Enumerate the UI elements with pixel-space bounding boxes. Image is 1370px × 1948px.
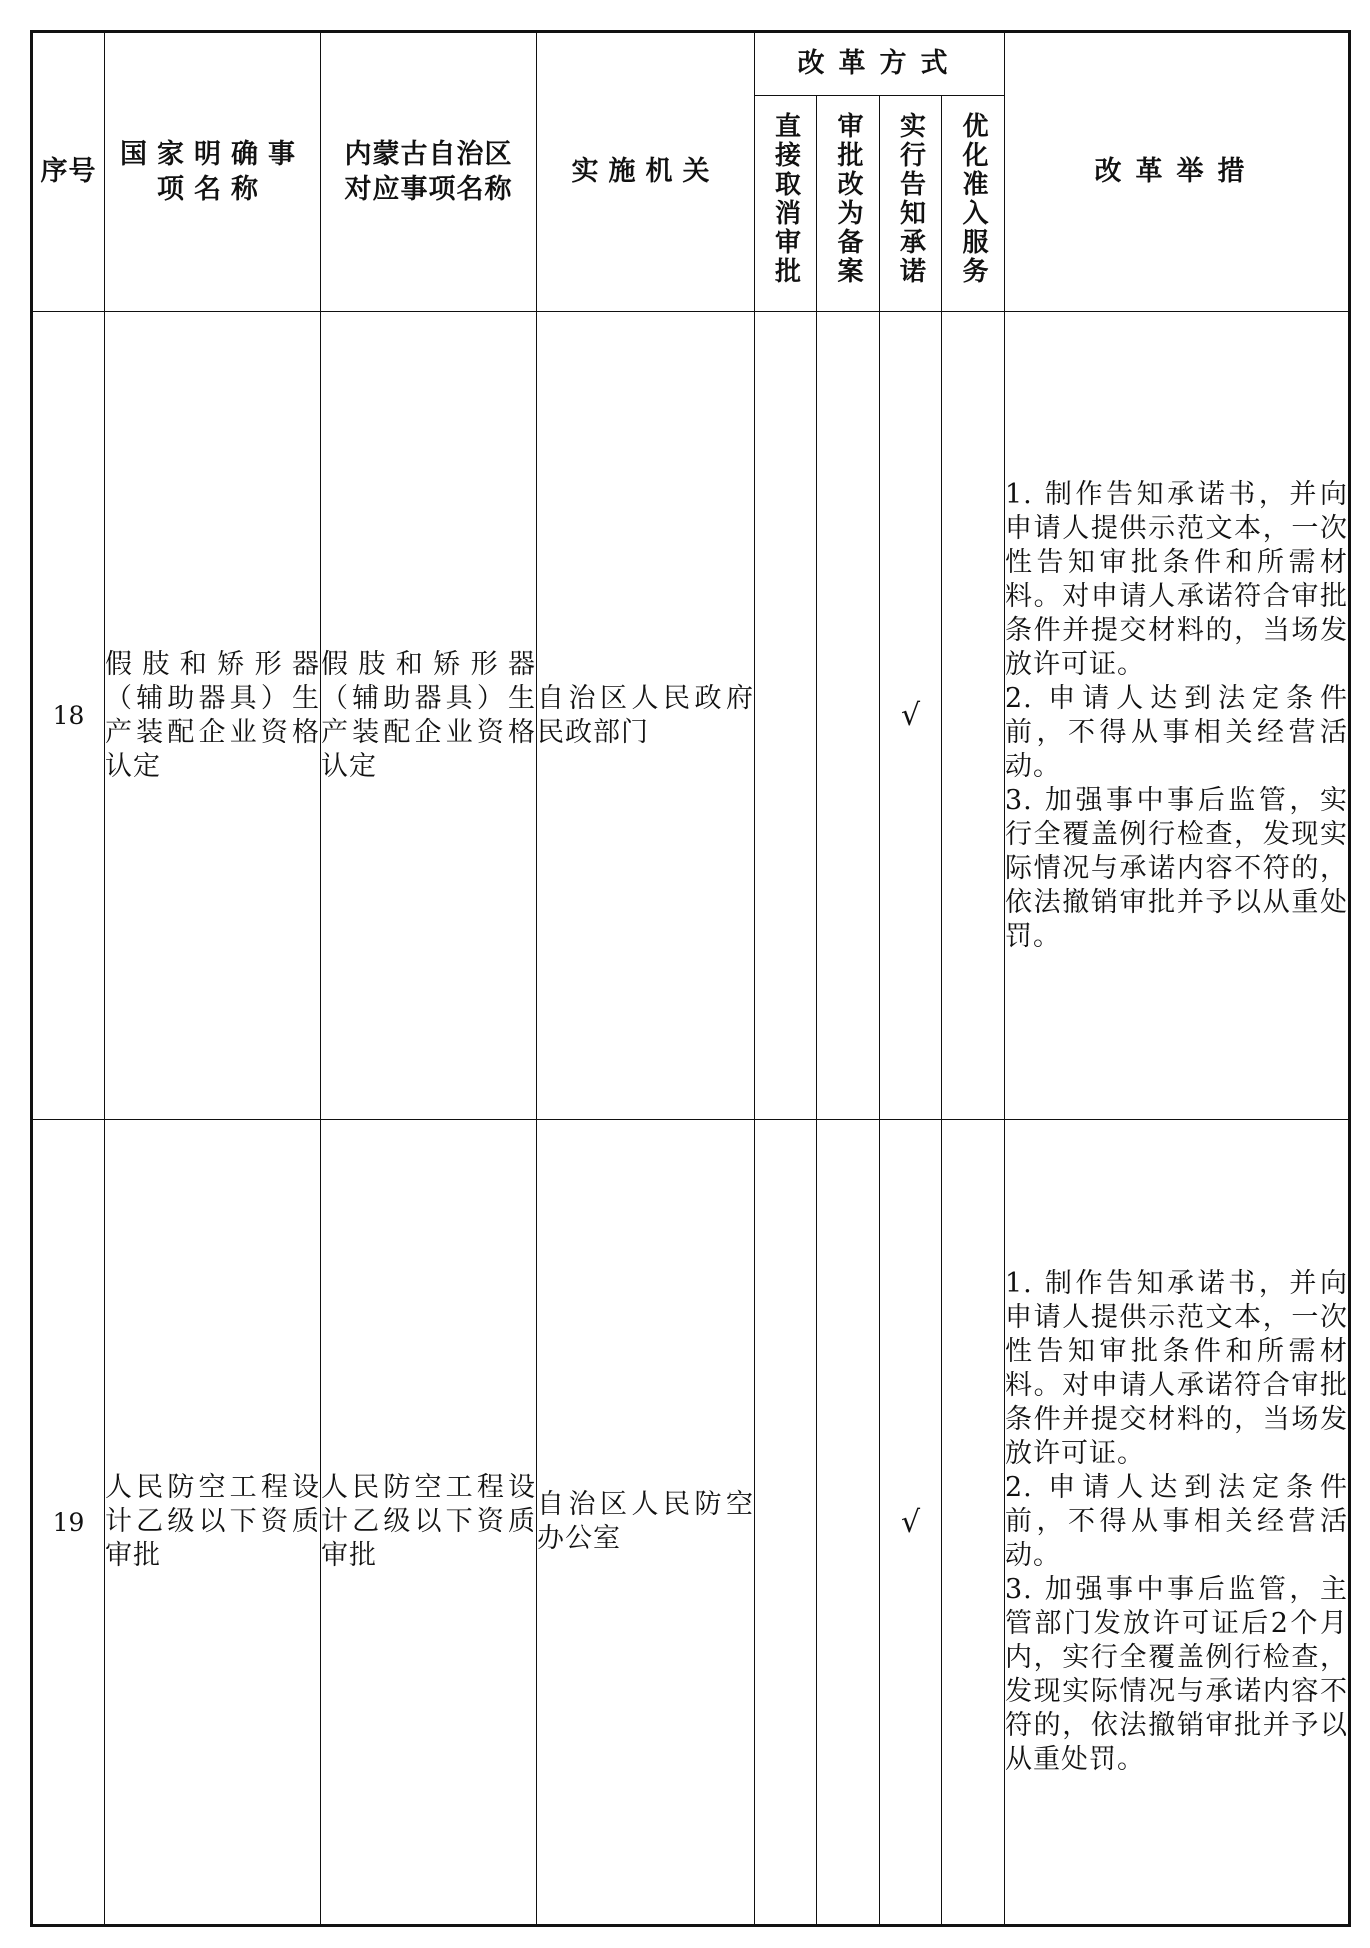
table-body: [32, 312, 1350, 1926]
header-reform-mode: 改革方式: [755, 32, 1005, 96]
header-mode-cancel-text: 直接取消审批: [770, 111, 801, 286]
measure-item: 1. 制作告知承诺书，并向申请人提供示范文本，一次性告知审批条件和所需材料。对申请人承诺符合审批条件并提交材料的，当场发放许可证。: [1005, 478, 1348, 680]
header-mode-filing: [817, 96, 880, 312]
table-row: [32, 1120, 1350, 1926]
table-header: [32, 32, 1350, 312]
row-measures: [1005, 312, 1350, 1120]
header-seq: 序号: [32, 32, 105, 312]
row-mode-filing: [817, 312, 880, 1120]
row-mode-optimize: [942, 1120, 1005, 1926]
header-measures: 改革举措: [1005, 32, 1350, 312]
row-mode-notify-check: √: [880, 312, 942, 1120]
table-row: [32, 312, 1350, 1120]
header-mode-optimize-text: 优化准入服务: [958, 111, 988, 286]
header-mode-filing-text: 审批改为备案: [833, 111, 863, 286]
row-seq: 19: [32, 1120, 105, 1926]
header-authority: 实施机关: [537, 32, 755, 312]
header-mode-notify-text: 实行告知承诺: [895, 111, 926, 286]
row-nm-item: 假肢和矫形器（辅助器具）生产装配企业资格认定: [321, 312, 537, 1120]
row-nm-item: 人民防空工程设计乙级以下资质审批: [321, 1120, 537, 1926]
header-nm-item: 内蒙古自治区对应事项名称: [321, 32, 537, 312]
row-mode-cancel: [755, 312, 817, 1120]
row-mode-cancel: [755, 1120, 817, 1926]
row-authority: 自治区人民政府民政部门: [537, 312, 755, 1120]
header-national-item: 国家明确事项名称: [105, 32, 321, 312]
measure-item: 3. 加强事中事后监管，主管部门发放许可证后2个月内，实行全覆盖例行检查，发现实际情况与承诺内容不符的，依法撤销审批并予以从重处罚。: [1005, 1574, 1348, 1775]
row-mode-notify-check: √: [880, 1120, 942, 1926]
row-authority: 自治区人民防空办公室: [537, 1120, 755, 1926]
measure-item: 1. 制作告知承诺书，并向申请人提供示范文本，一次性告知审批条件和所需材料。对申请人承诺符合审批条件并提交材料的，当场发放许可证。: [1005, 1268, 1348, 1469]
row-national-item: 人民防空工程设计乙级以下资质审批: [105, 1120, 321, 1926]
measure-item: 3. 加强事中事后监管，实行全覆盖例行检查，发现实际情况与承诺内容不符的，依法撤销审批并予以从重处罚。: [1005, 784, 1348, 952]
row-mode-filing: [817, 1120, 880, 1926]
header-mode-notify: [880, 96, 942, 312]
measure-item: 2. 申请人达到法定条件前，不得从事相关经营活动。: [1005, 682, 1348, 782]
row-measures: [1005, 1120, 1350, 1926]
header-mode-optimize: [942, 96, 1005, 312]
row-seq: 18: [32, 312, 105, 1120]
row-national-item: 假肢和矫形器（辅助器具）生产装配企业资格认定: [105, 312, 321, 1120]
row-mode-optimize: [942, 312, 1005, 1120]
reform-table: [30, 30, 1351, 1927]
measure-item: 2. 申请人达到法定条件前，不得从事相关经营活动。: [1005, 1472, 1348, 1571]
header-mode-cancel: [755, 96, 817, 312]
